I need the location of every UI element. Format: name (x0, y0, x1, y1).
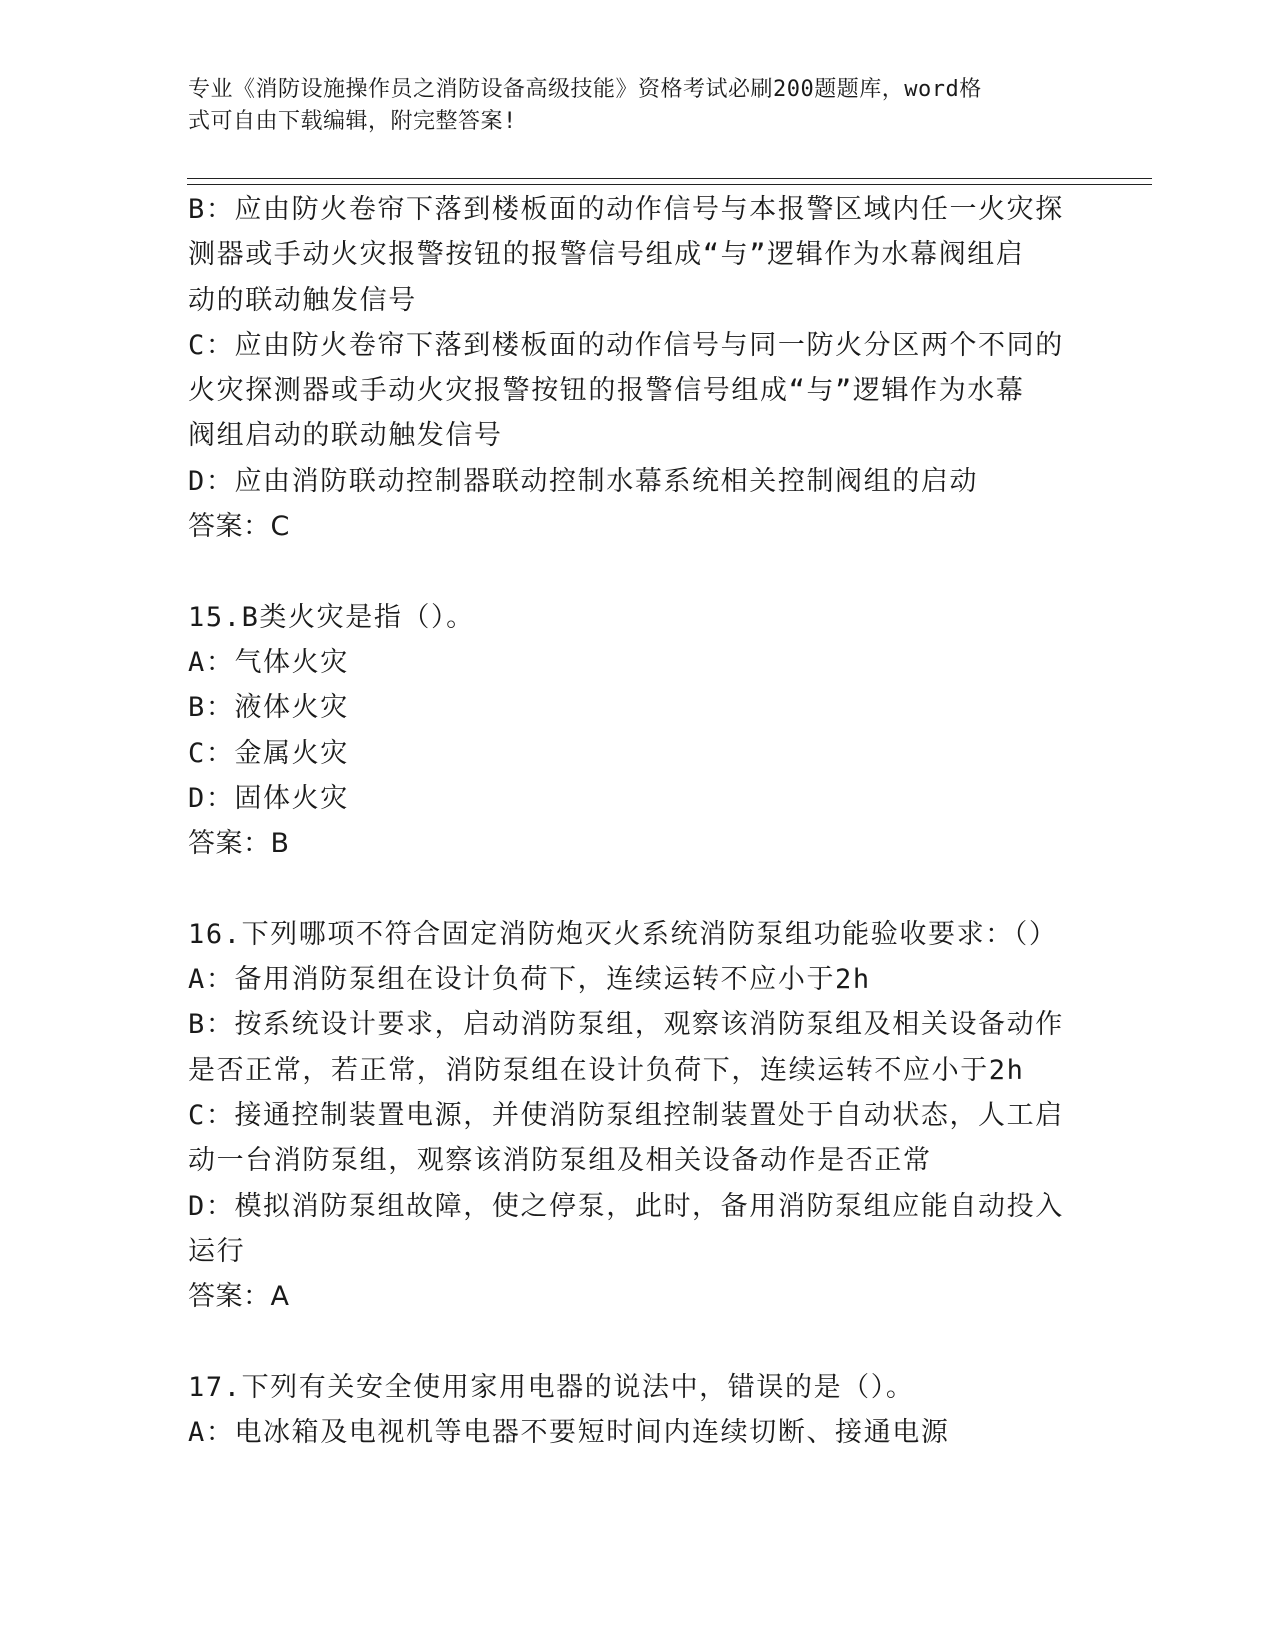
question-17 (188, 1365, 1068, 1456)
spacer (188, 549, 1068, 594)
question-14-continued (188, 187, 1068, 549)
option-c-line-2: 火灾探测器或手动火灾报警按钮的报警信号组成“与”逻辑作为水幕 (188, 375, 1025, 407)
question-16 (188, 912, 1068, 1320)
question-stem: 16.下列哪项不符合固定消防炮灭火系统消防泵组功能验收要求：（） (188, 918, 1058, 950)
option-b: B：液体火灾 (188, 692, 349, 724)
option-d-line-1: D：应由消防联动控制器联动控制水幕系统相关控制阀组的启动 (188, 465, 979, 497)
option-a: A：备用消防泵组在设计负荷下，连续运转不应小于2h (188, 964, 871, 996)
option-c-line-2: 动一台消防泵组，观察该消防泵组及相关设备动作是否正常 (188, 1145, 932, 1177)
question-stem: 15.B类火灾是指（）。 (188, 601, 475, 633)
option-d-line-2: 运行 (188, 1235, 246, 1267)
option-b-line-3: 动的联动触发信号 (188, 284, 417, 316)
option-b-line-1: B：应由防火卷帘下落到楼板面的动作信号与本报警区域内任一火灾探 (188, 194, 1064, 225)
option-c: C：金属火灾 (188, 737, 349, 769)
option-b-line-1: B：按系统设计要求，启动消防泵组，观察该消防泵组及相关设备动作 (188, 1009, 1064, 1041)
option-d-line-1: D：模拟消防泵组故障，使之停泵，此时，备用消防泵组应能自动投入 (188, 1190, 1064, 1222)
option-b-line-2: 测器或手动火灾报警按钮的报警信号组成“与”逻辑作为水幕阀组启 (188, 239, 1025, 271)
header-rule-bottom (187, 184, 1152, 185)
option-a: A：电冰箱及电视机等电器不要短时间内连续切断、接通电源 (188, 1417, 950, 1449)
question-stem: 17.下列有关安全使用家用电器的说法中，错误的是（）。 (188, 1371, 915, 1403)
spacer (188, 1319, 1068, 1364)
document-header (188, 74, 1068, 138)
option-b-line-2: 是否正常，若正常，消防泵组在设计负荷下，连续运转不应小于2h (188, 1054, 1025, 1086)
option-c-line-3: 阀组启动的联动触发信号 (188, 420, 503, 452)
header-line-2: 式可自由下载编辑，附完整答案! (188, 109, 517, 134)
header-rule-top (187, 178, 1152, 179)
option-a: A：气体火灾 (188, 646, 349, 678)
answer-label: 答案：B (188, 828, 290, 860)
header-line-1: 专业《消防设施操作员之消防设备高级技能》资格考试必刷200题题库，word格 (188, 77, 982, 102)
answer-label: 答案：C (188, 511, 290, 543)
option-c-line-1: C：应由防火卷帘下落到楼板面的动作信号与同一防火分区两个不同的 (188, 329, 1064, 361)
answer-label: 答案：A (188, 1281, 290, 1313)
option-d: D：固体火灾 (188, 782, 349, 814)
option-c-line-1: C：接通控制装置电源，并使消防泵组控制装置处于自动状态，人工启 (188, 1099, 1064, 1131)
spacer (188, 866, 1068, 911)
document-body (188, 187, 1068, 1455)
question-15 (188, 595, 1068, 867)
